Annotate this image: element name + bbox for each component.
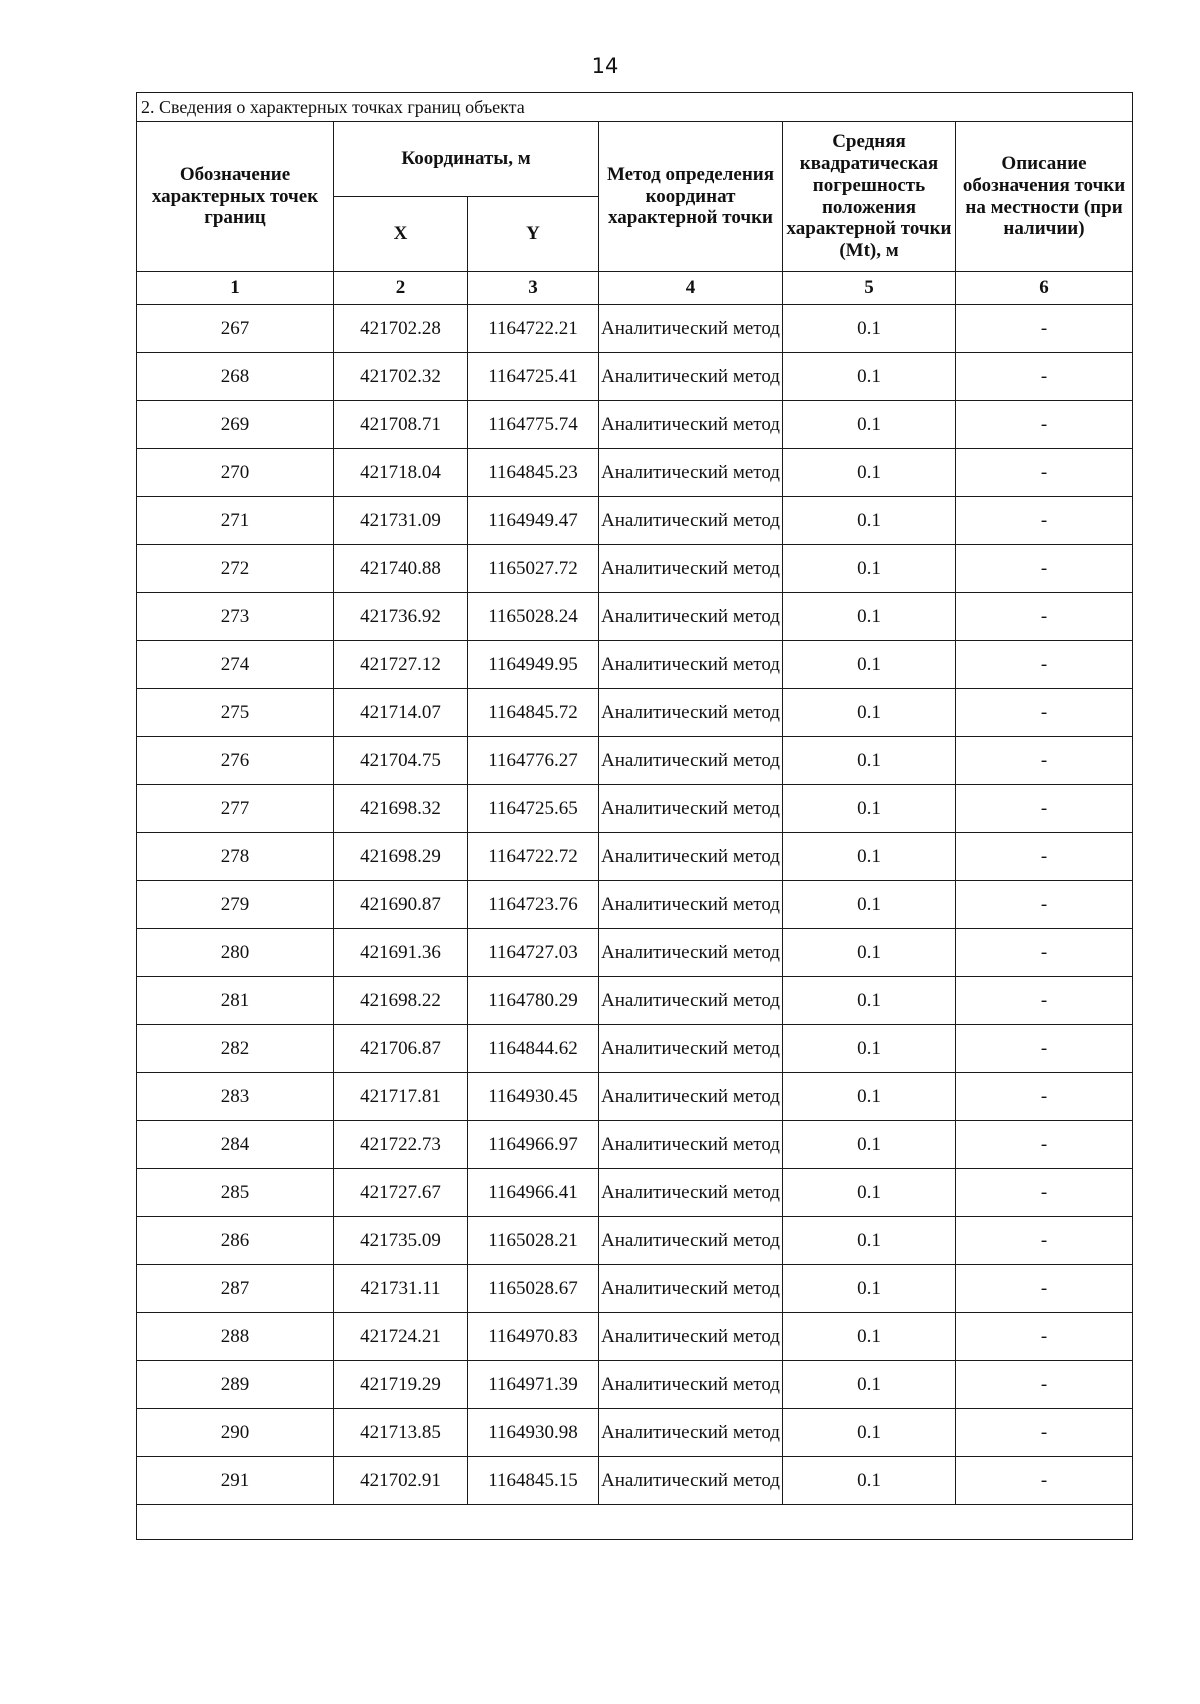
error-cell: 0.1 <box>783 1121 956 1169</box>
table-row <box>137 1361 1133 1409</box>
y-coordinate-cell: 1164966.41 <box>468 1169 599 1217</box>
y-coordinate-cell: 1164845.15 <box>468 1457 599 1505</box>
error-cell: 0.1 <box>783 1361 956 1409</box>
point-id-cell: 281 <box>137 977 334 1025</box>
y-coordinate-cell: 1164971.39 <box>468 1361 599 1409</box>
column-number: 4 <box>599 272 783 305</box>
y-coordinate-cell: 1164949.95 <box>468 641 599 689</box>
x-coordinate-cell: 421702.28 <box>334 305 468 353</box>
point-id-cell: 287 <box>137 1265 334 1313</box>
method-cell: Аналитический метод <box>599 401 783 449</box>
header-y: Y <box>468 197 599 272</box>
point-id-cell: 284 <box>137 1121 334 1169</box>
y-coordinate-cell: 1164930.45 <box>468 1073 599 1121</box>
point-id-cell: 282 <box>137 1025 334 1073</box>
x-coordinate-cell: 421719.29 <box>334 1361 468 1409</box>
point-id-cell: 273 <box>137 593 334 641</box>
table-row <box>137 1121 1133 1169</box>
x-coordinate-cell: 421718.04 <box>334 449 468 497</box>
error-cell: 0.1 <box>783 1457 956 1505</box>
page-number: 14 <box>591 54 619 78</box>
description-cell: - <box>956 1265 1133 1313</box>
empty-row <box>137 1505 1133 1540</box>
description-cell: - <box>956 785 1133 833</box>
table-row <box>137 545 1133 593</box>
table-row <box>137 641 1133 689</box>
y-coordinate-cell: 1165028.21 <box>468 1217 599 1265</box>
header-method: Метод определения координат характерной точки <box>599 122 783 272</box>
point-id-cell: 286 <box>137 1217 334 1265</box>
section-title: 2. Сведения о характерных точках границ объекта <box>137 93 1133 122</box>
table-row <box>137 881 1133 929</box>
header-description: Описание обозначения точки на местности (при наличии) <box>956 122 1133 272</box>
point-id-cell: 278 <box>137 833 334 881</box>
method-cell: Аналитический метод <box>599 497 783 545</box>
error-cell: 0.1 <box>783 785 956 833</box>
y-coordinate-cell: 1164780.29 <box>468 977 599 1025</box>
point-id-cell: 274 <box>137 641 334 689</box>
x-coordinate-cell: 421698.29 <box>334 833 468 881</box>
method-cell: Аналитический метод <box>599 593 783 641</box>
y-coordinate-cell: 1165028.24 <box>468 593 599 641</box>
description-cell: - <box>956 1169 1133 1217</box>
error-cell: 0.1 <box>783 1265 956 1313</box>
error-cell: 0.1 <box>783 689 956 737</box>
error-cell: 0.1 <box>783 1217 956 1265</box>
method-cell: Аналитический метод <box>599 785 783 833</box>
header-x: X <box>334 197 468 272</box>
description-cell: - <box>956 353 1133 401</box>
y-coordinate-cell: 1164844.62 <box>468 1025 599 1073</box>
point-id-cell: 276 <box>137 737 334 785</box>
description-cell: - <box>956 497 1133 545</box>
y-coordinate-cell: 1164725.41 <box>468 353 599 401</box>
y-coordinate-cell: 1164722.72 <box>468 833 599 881</box>
description-cell: - <box>956 593 1133 641</box>
description-cell: - <box>956 977 1133 1025</box>
x-coordinate-cell: 421736.92 <box>334 593 468 641</box>
error-cell: 0.1 <box>783 353 956 401</box>
method-cell: Аналитический метод <box>599 833 783 881</box>
y-coordinate-cell: 1164845.72 <box>468 689 599 737</box>
error-cell: 0.1 <box>783 881 956 929</box>
error-cell: 0.1 <box>783 1025 956 1073</box>
error-cell: 0.1 <box>783 1169 956 1217</box>
table-row <box>137 1313 1133 1361</box>
table-row <box>137 449 1133 497</box>
column-number: 2 <box>334 272 468 305</box>
point-id-cell: 280 <box>137 929 334 977</box>
point-id-cell: 275 <box>137 689 334 737</box>
point-id-cell: 271 <box>137 497 334 545</box>
method-cell: Аналитический метод <box>599 1409 783 1457</box>
header-coordinates: Координаты, м <box>334 122 599 197</box>
method-cell: Аналитический метод <box>599 449 783 497</box>
description-cell: - <box>956 1457 1133 1505</box>
x-coordinate-cell: 421708.71 <box>334 401 468 449</box>
method-cell: Аналитический метод <box>599 689 783 737</box>
error-cell: 0.1 <box>783 929 956 977</box>
table-row <box>137 737 1133 785</box>
point-id-cell: 277 <box>137 785 334 833</box>
x-coordinate-cell: 421727.67 <box>334 1169 468 1217</box>
method-cell: Аналитический метод <box>599 353 783 401</box>
error-cell: 0.1 <box>783 545 956 593</box>
y-coordinate-cell: 1164722.21 <box>468 305 599 353</box>
error-cell: 0.1 <box>783 737 956 785</box>
method-cell: Аналитический метод <box>599 1361 783 1409</box>
y-coordinate-cell: 1164725.65 <box>468 785 599 833</box>
description-cell: - <box>956 737 1133 785</box>
header-designation: Обозначение характерных точек границ <box>137 122 334 272</box>
y-coordinate-cell: 1164930.98 <box>468 1409 599 1457</box>
error-cell: 0.1 <box>783 1073 956 1121</box>
description-cell: - <box>956 929 1133 977</box>
description-cell: - <box>956 881 1133 929</box>
y-coordinate-cell: 1165028.67 <box>468 1265 599 1313</box>
header-error: Средняя квадратическая погрешность положения характерной точки (Mt), м <box>783 122 956 272</box>
method-cell: Аналитический метод <box>599 305 783 353</box>
error-cell: 0.1 <box>783 1409 956 1457</box>
method-cell: Аналитический метод <box>599 1313 783 1361</box>
error-cell: 0.1 <box>783 305 956 353</box>
point-id-cell: 267 <box>137 305 334 353</box>
error-cell: 0.1 <box>783 401 956 449</box>
description-cell: - <box>956 833 1133 881</box>
column-number: 3 <box>468 272 599 305</box>
x-coordinate-cell: 421706.87 <box>334 1025 468 1073</box>
table-row <box>137 929 1133 977</box>
point-id-cell: 268 <box>137 353 334 401</box>
method-cell: Аналитический метод <box>599 881 783 929</box>
table-row <box>137 353 1133 401</box>
description-cell: - <box>956 1409 1133 1457</box>
x-coordinate-cell: 421702.32 <box>334 353 468 401</box>
method-cell: Аналитический метод <box>599 641 783 689</box>
point-id-cell: 291 <box>137 1457 334 1505</box>
x-coordinate-cell: 421735.09 <box>334 1217 468 1265</box>
description-cell: - <box>956 1121 1133 1169</box>
x-coordinate-cell: 421698.22 <box>334 977 468 1025</box>
point-id-cell: 285 <box>137 1169 334 1217</box>
point-id-cell: 279 <box>137 881 334 929</box>
table-row <box>137 1025 1133 1073</box>
method-cell: Аналитический метод <box>599 545 783 593</box>
y-coordinate-cell: 1164949.47 <box>468 497 599 545</box>
table-row <box>137 305 1133 353</box>
table-row <box>137 1073 1133 1121</box>
description-cell: - <box>956 641 1133 689</box>
error-cell: 0.1 <box>783 593 956 641</box>
x-coordinate-cell: 421727.12 <box>334 641 468 689</box>
x-coordinate-cell: 421714.07 <box>334 689 468 737</box>
y-coordinate-cell: 1164776.27 <box>468 737 599 785</box>
x-coordinate-cell: 421690.87 <box>334 881 468 929</box>
table-row <box>137 977 1133 1025</box>
table-row <box>137 785 1133 833</box>
table-row <box>137 497 1133 545</box>
error-cell: 0.1 <box>783 1313 956 1361</box>
y-coordinate-cell: 1164966.97 <box>468 1121 599 1169</box>
point-id-cell: 270 <box>137 449 334 497</box>
x-coordinate-cell: 421740.88 <box>334 545 468 593</box>
table-row <box>137 593 1133 641</box>
table-row <box>137 833 1133 881</box>
error-cell: 0.1 <box>783 449 956 497</box>
boundary-points-table <box>136 92 1133 1540</box>
point-id-cell: 288 <box>137 1313 334 1361</box>
table-row <box>137 1409 1133 1457</box>
column-number: 1 <box>137 272 334 305</box>
description-cell: - <box>956 1025 1133 1073</box>
error-cell: 0.1 <box>783 497 956 545</box>
method-cell: Аналитический метод <box>599 929 783 977</box>
column-number: 6 <box>956 272 1133 305</box>
x-coordinate-cell: 421724.21 <box>334 1313 468 1361</box>
method-cell: Аналитический метод <box>599 1121 783 1169</box>
y-coordinate-cell: 1164723.76 <box>468 881 599 929</box>
x-coordinate-cell: 421713.85 <box>334 1409 468 1457</box>
x-coordinate-cell: 421731.11 <box>334 1265 468 1313</box>
x-coordinate-cell: 421731.09 <box>334 497 468 545</box>
description-cell: - <box>956 1313 1133 1361</box>
description-cell: - <box>956 1361 1133 1409</box>
method-cell: Аналитический метод <box>599 977 783 1025</box>
table-row <box>137 1169 1133 1217</box>
description-cell: - <box>956 401 1133 449</box>
point-id-cell: 290 <box>137 1409 334 1457</box>
method-cell: Аналитический метод <box>599 1169 783 1217</box>
error-cell: 0.1 <box>783 833 956 881</box>
point-id-cell: 289 <box>137 1361 334 1409</box>
description-cell: - <box>956 1073 1133 1121</box>
x-coordinate-cell: 421704.75 <box>334 737 468 785</box>
y-coordinate-cell: 1164775.74 <box>468 401 599 449</box>
point-id-cell: 272 <box>137 545 334 593</box>
method-cell: Аналитический метод <box>599 1457 783 1505</box>
y-coordinate-cell: 1164970.83 <box>468 1313 599 1361</box>
x-coordinate-cell: 421722.73 <box>334 1121 468 1169</box>
x-coordinate-cell: 421717.81 <box>334 1073 468 1121</box>
y-coordinate-cell: 1165027.72 <box>468 545 599 593</box>
empty-cell <box>137 1505 1133 1540</box>
point-id-cell: 283 <box>137 1073 334 1121</box>
y-coordinate-cell: 1164845.23 <box>468 449 599 497</box>
x-coordinate-cell: 421702.91 <box>334 1457 468 1505</box>
x-coordinate-cell: 421698.32 <box>334 785 468 833</box>
method-cell: Аналитический метод <box>599 1265 783 1313</box>
method-cell: Аналитический метод <box>599 1217 783 1265</box>
method-cell: Аналитический метод <box>599 1073 783 1121</box>
error-cell: 0.1 <box>783 977 956 1025</box>
description-cell: - <box>956 305 1133 353</box>
y-coordinate-cell: 1164727.03 <box>468 929 599 977</box>
error-cell: 0.1 <box>783 641 956 689</box>
table-row <box>137 1265 1133 1313</box>
description-cell: - <box>956 449 1133 497</box>
description-cell: - <box>956 545 1133 593</box>
description-cell: - <box>956 1217 1133 1265</box>
point-id-cell: 269 <box>137 401 334 449</box>
table-row <box>137 1457 1133 1505</box>
column-number: 5 <box>783 272 956 305</box>
x-coordinate-cell: 421691.36 <box>334 929 468 977</box>
method-cell: Аналитический метод <box>599 1025 783 1073</box>
table-row <box>137 1217 1133 1265</box>
method-cell: Аналитический метод <box>599 737 783 785</box>
description-cell: - <box>956 689 1133 737</box>
table-row <box>137 689 1133 737</box>
table-row <box>137 401 1133 449</box>
